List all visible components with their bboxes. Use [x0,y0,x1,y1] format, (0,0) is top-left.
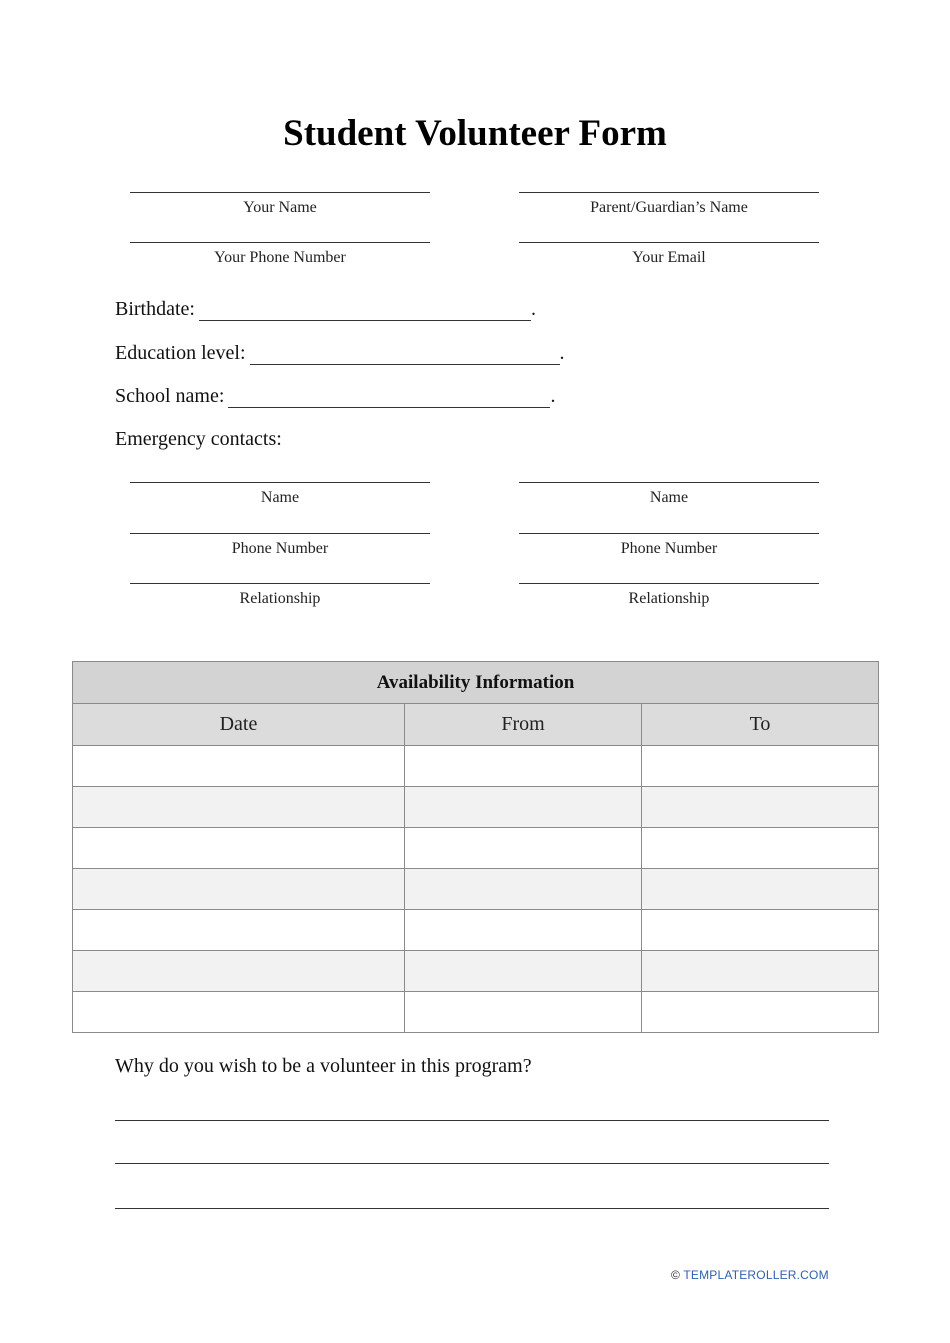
copyright-symbol: © [671,1268,681,1282]
date-cell[interactable] [73,951,405,992]
contact1-phone-field[interactable] [130,533,430,558]
contact2-relationship-label: Relationship [628,590,710,607]
education-row: Education level: . [115,342,565,364]
to-cell[interactable] [642,787,879,828]
birthdate-row: Birthdate: . [115,298,536,320]
column-to: To [642,704,879,746]
school-input[interactable] [228,389,550,408]
table-row [73,992,879,1033]
footer-link[interactable]: TEMPLATEROLLER.COM [683,1268,829,1282]
to-cell[interactable] [642,828,879,869]
phone-line[interactable] [130,242,430,243]
education-label: Education level: [115,342,246,364]
date-cell[interactable] [73,992,405,1033]
answer-line-2[interactable] [115,1163,829,1164]
contact1-name-label: Name [260,489,300,506]
table-row [73,910,879,951]
answer-line-3[interactable] [115,1208,829,1209]
birthdate-label: Birthdate: [115,298,195,320]
from-cell[interactable] [405,869,642,910]
footer-credit [671,1268,829,1282]
from-cell[interactable] [405,746,642,787]
birthdate-input[interactable] [199,302,531,321]
email-field[interactable] [519,242,819,267]
table-row [73,869,879,910]
contact1-name-line[interactable] [130,482,430,483]
guardian-name-label: Parent/Guardian’s Name [590,199,748,216]
availability-heading: Availability Information [73,662,879,704]
contact1-relationship-field[interactable] [130,583,430,608]
contact1-phone-label: Phone Number [231,540,329,557]
school-label: School name: [115,385,225,407]
contact2-phone-line[interactable] [519,533,819,534]
contact1-phone-line[interactable] [130,533,430,534]
contact2-phone-field[interactable] [519,533,819,558]
phone-label: Your Phone Number [214,249,346,266]
email-label: Your Email [632,249,706,266]
to-cell[interactable] [642,992,879,1033]
form-title: Student Volunteer Form [283,113,667,154]
contact2-name-label: Name [649,489,689,506]
from-cell[interactable] [405,828,642,869]
table-row [73,951,879,992]
answer-line-1[interactable] [115,1120,829,1121]
column-date: Date [73,704,405,746]
to-cell[interactable] [642,869,879,910]
emergency-heading: Emergency contacts: [115,428,282,450]
from-cell[interactable] [405,787,642,828]
to-cell[interactable] [642,910,879,951]
date-cell[interactable] [73,869,405,910]
date-cell[interactable] [73,746,405,787]
guardian-name-line[interactable] [519,192,819,193]
contact2-name-field[interactable] [519,482,819,507]
your-name-line[interactable] [130,192,430,193]
contact2-phone-label: Phone Number [620,540,718,557]
contact2-relationship-line[interactable] [519,583,819,584]
to-cell[interactable] [642,951,879,992]
table-row [73,828,879,869]
availability-table [72,661,879,1033]
from-cell[interactable] [405,992,642,1033]
to-cell[interactable] [642,746,879,787]
education-input[interactable] [250,346,560,365]
from-cell[interactable] [405,951,642,992]
table-row [73,787,879,828]
volunteer-reason-question: Why do you wish to be a volunteer in this program? [115,1055,532,1077]
date-cell[interactable] [73,910,405,951]
email-line[interactable] [519,242,819,243]
your-name-field[interactable] [130,192,430,217]
date-cell[interactable] [73,787,405,828]
column-from: From [405,704,642,746]
date-cell[interactable] [73,828,405,869]
guardian-name-field[interactable] [519,192,819,217]
contact1-relationship-label: Relationship [239,590,321,607]
table-row [73,746,879,787]
phone-field[interactable] [130,242,430,267]
contact1-name-field[interactable] [130,482,430,507]
from-cell[interactable] [405,910,642,951]
contact2-relationship-field[interactable] [519,583,819,608]
school-row: School name: . [115,385,556,407]
contact1-relationship-line[interactable] [130,583,430,584]
your-name-label: Your Name [243,199,317,216]
contact2-name-line[interactable] [519,482,819,483]
